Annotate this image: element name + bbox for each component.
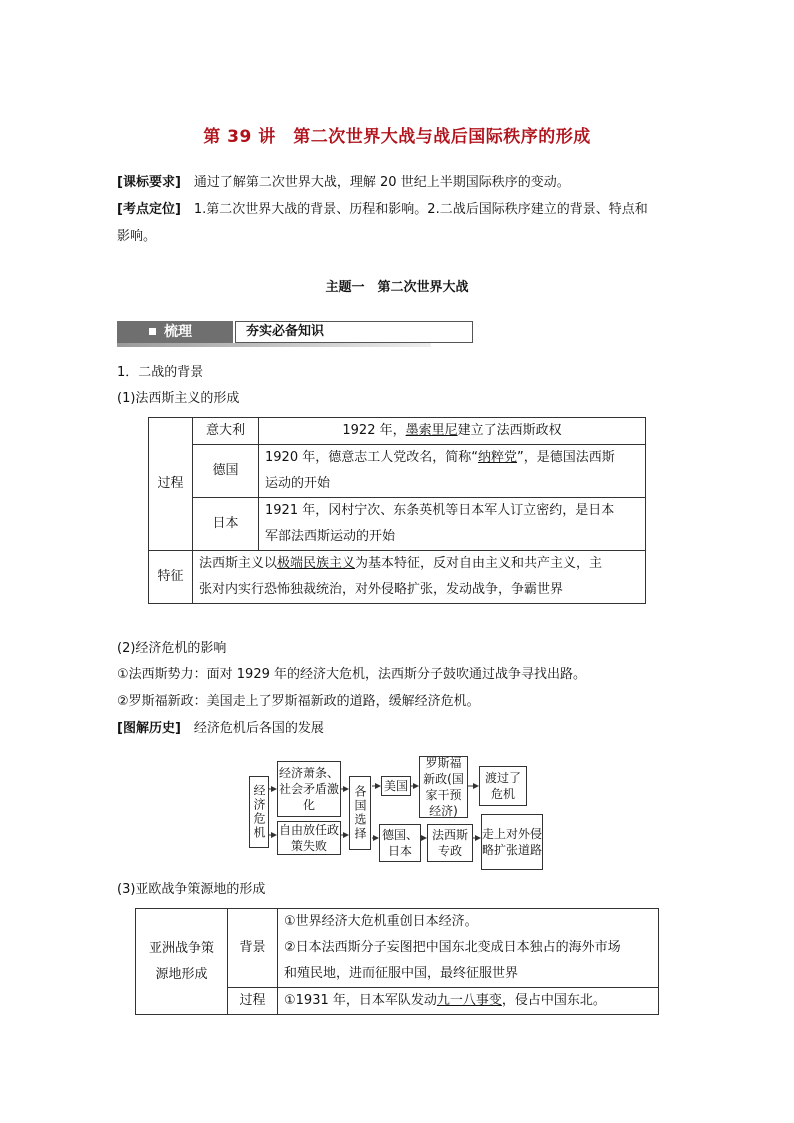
underlined-term: 九一八事变 — [436, 993, 502, 1008]
us-box: 美国 — [381, 776, 411, 796]
country-cell: 意大利 — [193, 418, 259, 445]
new-deal-box: 罗斯福新政(国家干预经济) — [419, 756, 468, 818]
detail-text: ”，是德国法西斯 — [516, 450, 615, 465]
diagram-label-text: 经济危机后各国的发展 — [193, 721, 324, 736]
aggression-box: 走上对外侵略扩张道路 — [481, 814, 543, 870]
positioning-text: 1.第二次世界大战的背景、历程和影响。2.二战后国际秩序建立的背景、特点和 — [193, 202, 648, 217]
detail-text: ①世界经济大危机重创日本经济。 — [284, 914, 478, 929]
requirement-text: 通过了解第二次世界大战，理解 20 世纪上半期国际秩序的变动。 — [193, 175, 570, 190]
detail-text: ，侵占中国东北。 — [501, 993, 606, 1008]
detail-text: 1920 年，德意志工人党改名，简称“ — [265, 450, 478, 465]
detail-text: 军部法西斯运动的开始 — [265, 529, 396, 544]
diagram-label: [图解历史] — [117, 721, 181, 736]
detail-text: ①1931 年，日本军队发动 — [284, 993, 437, 1008]
heading-1: 1．二战的背景 — [117, 365, 204, 380]
detail-text: 建立了法西斯政权 — [457, 423, 562, 438]
name-cell: 亚洲战争策源地形成 — [136, 909, 228, 1015]
survive-box: 渡过了危机 — [479, 766, 527, 806]
topic-heading: 主题一 第二次世界大战 — [325, 280, 469, 295]
underlined-term: 极端民族主义 — [277, 556, 356, 571]
choice-box: 各国选择 — [349, 776, 371, 850]
detail-text: 1921 年，冈村宁次、东条英机等日本军人订立密约，是日本 — [265, 503, 615, 518]
point-1: ①法西斯势力：面对 1929 年的经济大危机，法西斯分子鼓吹通过战争寻找出路。 — [117, 667, 587, 682]
fascist-dictatorship-box: 法西斯专政 — [427, 824, 473, 862]
detail-text: 运动的开始 — [265, 476, 331, 491]
positioning-text-cont: 影响。 — [117, 229, 157, 244]
underlined-term: 纳粹党 — [477, 450, 517, 465]
detail-text: 和殖民地，进而征服中国，最终征服世界 — [284, 966, 519, 981]
section-tag-label: 梳理 — [164, 324, 192, 340]
table-row — [136, 909, 659, 988]
sub-heading-3: (3)亚欧战争策源地的形成 — [117, 882, 266, 897]
germany-japan-box: 德国、日本 — [379, 824, 421, 862]
cause-laissez-faire-box: 自由放任政策失败 — [278, 823, 339, 853]
positioning-label: [考点定位] — [117, 202, 181, 217]
war-source-table — [135, 908, 659, 1015]
cause-depression-box: 经济萧条、社会矛盾激化 — [277, 761, 341, 817]
country-cell: 日本 — [193, 498, 259, 551]
background-cell — [278, 909, 659, 988]
background-label-cell: 背景 — [228, 909, 278, 988]
crisis-box: 经济危机 — [249, 776, 269, 848]
process-detail-cell — [278, 988, 659, 1015]
process-cell: 过程 — [149, 418, 193, 551]
sub-heading-1: (1)法西斯主义的形成 — [117, 391, 240, 406]
country-cell: 德国 — [193, 445, 259, 498]
detail-text: 张对内实行恐怖独裁统治，对外侵略扩张，发动战争，争霸世界 — [199, 582, 564, 597]
detail-text: 1922 年， — [342, 423, 406, 438]
feature-cell: 特征 — [149, 551, 193, 604]
detail-text: 法西斯主义以 — [199, 556, 278, 571]
detail-text: 为基本特征，反对自由主义和共产主义，主 — [355, 556, 603, 571]
detail-text: ②日本法西斯分子妄图把中国东北变成日本独占的海外市场 — [284, 940, 621, 955]
requirement-label: [课标要求] — [117, 175, 181, 190]
underlined-term: 墨索里尼 — [405, 423, 458, 438]
process-label-cell: 过程 — [228, 988, 278, 1015]
section-subtitle: 夯实必备知识 — [235, 321, 473, 343]
point-2: ②罗斯福新政：美国走上了罗斯福新政的道路，缓解经济危机。 — [117, 694, 480, 709]
sub-heading-2: (2)经济危机的影响 — [117, 641, 227, 656]
page-title: 第 39 讲 第二次世界大战与战后国际秩序的形成 — [203, 127, 591, 147]
